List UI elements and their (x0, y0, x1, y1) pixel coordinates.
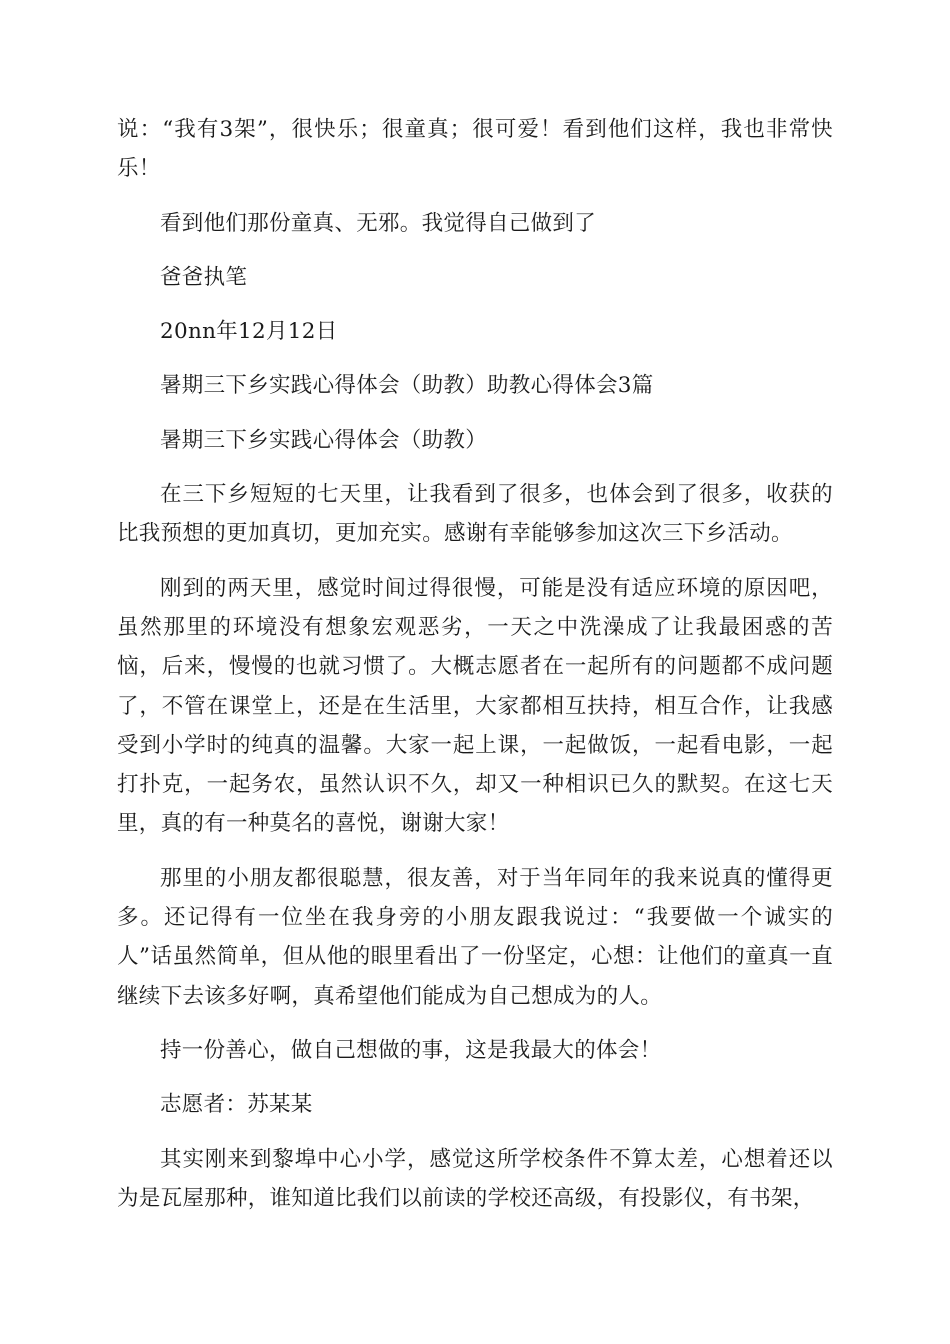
volunteer-signature: 志愿者：苏某某 (160, 1092, 313, 1118)
author-line: 爸爸执笔 (160, 264, 248, 290)
paragraph-2: 看到他们那份童真、无邪。我觉得自己做到了 (160, 210, 597, 236)
paragraph-9: 那里的小朋友都很聪慧，很友善，对于当年同年的我来说真的懂得更多。还记得有一位坐在我身旁的小朋友跟我说过：“我要做一个诚实的人”话虽然简单，但从他的眼里看出了一份坚定，心想：让他们的童真一直继续下去该多好啊，真希望他们能成为自己想成为的人。 (117, 865, 833, 1009)
collection-title: 暑期三下乡实践心得体会（助教）助教心得体会3篇 (160, 373, 654, 399)
document-body (117, 110, 833, 1233)
paragraph-1: 说：“我有3架”，很快乐；很童真；很可爱！看到他们这样，我也非常快乐！ (117, 117, 833, 182)
paragraph-8: 刚到的两天里，感觉时间过得很慢，可能是没有适应环境的原因吧，虽然那里的环境没有想象宏观恶劣，一天之中洗澡成了让我最困惑的苦恼，后来，慢慢的也就习惯了。大概志愿者在一起所有的问题都不成问题了，不管在课堂上，还是在生活里，大家都相互扶持，相互合作，让我感受到小学时的纯真的温馨。大家一起上课，一起做饭，一起看电影，一起打扑克，一起务农，虽然认识不久，却又一种相识已久的默契。在这七天里，真的有一种莫名的喜悦，谢谢大家！ (117, 575, 833, 837)
paragraph-10: 持一份善心，做自己想做的事，这是我最大的体会！ (160, 1037, 662, 1063)
date-line: 20nn年12月12日 (160, 319, 338, 345)
paragraph-12: 其实刚来到黎埠中心小学，感觉这所学校条件不算太差，心想着还以为是瓦屋那种，谁知道比我们以前读的学校还高级，有投影仪，有书架， (117, 1146, 833, 1211)
paragraph-7: 在三下乡短短的七天里，让我看到了很多，也体会到了很多，收获的比我预想的更加真切，更加充实。感谢有幸能够参加这次三下乡活动。 (117, 482, 833, 547)
article-title: 暑期三下乡实践心得体会（助教） (160, 427, 488, 453)
